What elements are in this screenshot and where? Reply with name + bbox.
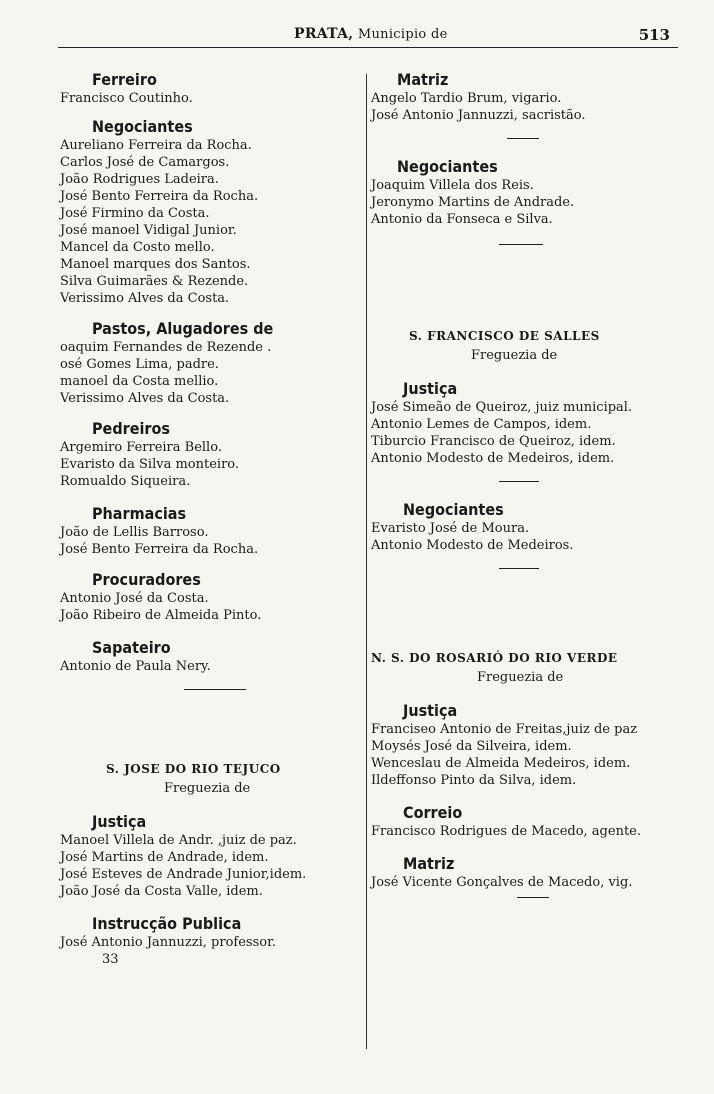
entry-line: Antonio Lemes de Campos, idem. [371,417,592,432]
entry-line: José manoel Vidigal Junior. [60,223,237,238]
locality-title: S. JOSE DO RIO TEJUCO [106,762,281,776]
section-heading: Pastos, Alugadores de [92,319,274,338]
running-title [294,26,448,42]
entry-line: Romualdo Siqueira. [60,474,191,489]
section-heading: Matriz [403,854,455,873]
left-column [60,70,360,968]
section-tejuco [60,760,360,968]
entry-line: José Vicente Gonçalves de Macedo, vig. [371,875,633,890]
freguezia-label: Freguezia de [471,348,558,363]
entry-line: Antonio da Fonseca e Silva. [371,212,553,227]
section-heading: Pharmacias [92,504,187,523]
entry-line: José Esteves de Andrade Junior,idem. [60,867,307,882]
section-pedreiros [60,419,360,490]
entry-line: José Antonio Jannuzzi, professor. [60,935,276,950]
entry-line: José Simeão de Queiroz, juiz municipal. [371,400,633,415]
entry-line: Wenceslau de Almeida Medeiros, idem. [371,756,631,771]
section-dash [499,568,539,569]
entry-line: José Bento Ferreira da Rocha. [60,189,259,204]
right-column [371,70,691,898]
entry-line: Evaristo da Silva monteiro. [60,457,240,472]
entry-line: Verissimo Alves da Costa. [60,391,230,406]
entry-line: José Firmino da Costa. [60,206,210,221]
entry-line: Antonio José da Costa. [60,591,209,606]
section-heading: Negociantes [403,500,504,519]
section-heading: Pedreiros [92,419,170,438]
entry-line: Angelo Tardio Brum, vigario. [371,91,562,106]
entry-line: Moysés José da Silveira, idem. [371,739,572,754]
entry-line: oaquim Fernandes de Rezende . [60,340,272,355]
entry-line: Antonio Modesto de Medeiros, idem. [371,451,615,466]
section-pharmacias [60,504,360,558]
section-heading: Instrucção Publica [92,914,242,933]
entry-line: osé Gomes Lima, padre. [60,357,219,372]
entry-line: José Antonio Jannuzzi, sacristão. [371,108,586,123]
entry-line: João de Lellis Barroso. [60,525,209,540]
locality-title: S. FRANCISCO DE SALLES [409,329,600,343]
running-title-rest: Municipio de [353,27,448,42]
entry-line: Franciseo Antonio de Freitas,juiz de paz [371,722,638,737]
entry-line: Manoel marques dos Santos. [60,257,251,272]
section-rosario [371,649,691,898]
entry-line: Manoel Villela de Andr. ,juiz de paz. [60,833,297,848]
entry-line: Verissimo Alves da Costa. [60,291,230,306]
section-pastos [60,319,360,407]
section-heading: Correio [403,803,463,822]
page-number: 513 [638,26,670,44]
section-heading: Justiça [403,379,458,398]
entry-line: João José da Costa Valle, idem. [60,884,263,899]
entry-line: Antonio de Paula Nery. [60,659,211,674]
entry-line: Tiburcio Francisco de Queiroz, idem. [371,434,616,449]
entry-line: Evaristo José de Moura. [371,521,530,536]
entry-line: Silva Guimarães & Rezende. [60,274,249,289]
column-divider [366,74,367,1049]
section-salles [371,327,691,569]
section-heading: Matriz [397,70,449,89]
section-heading: Ferreiro [92,70,157,89]
header-rule [58,47,678,48]
entry-line: Aureliano Ferreira da Rocha. [60,138,252,153]
entry-line: Ildeffonso Pinto da Silva, idem. [371,773,577,788]
entry-line: Jeronymo Martins de Andrade. [371,195,575,210]
locality-title: N. S. DO ROSARIÓ DO RIO VERDE [371,651,618,665]
entry-line: Argemiro Ferreira Bello. [60,440,222,455]
entry-line: Joaquim Villela dos Reis. [371,178,534,193]
section-heading: Justiça [403,701,458,720]
section-sapateiro [60,638,360,690]
section-dash [507,138,539,139]
section-ferreiro [60,70,360,107]
section-heading: Negociantes [397,157,498,176]
section-procuradores [60,570,360,624]
section-dash [184,689,246,690]
entry-line: Francisco Coutinho. [60,91,193,106]
section-heading: Procuradores [92,570,201,589]
page-header [58,24,678,46]
entry-line: Francisco Rodrigues de Macedo, agente. [371,824,641,839]
entry-line: Mancel da Costo mello. [60,240,215,255]
freguezia-label: Freguezia de [164,781,251,796]
entry-line: João Ribeiro de Almeida Pinto. [60,608,262,623]
section-negociantes-r [371,157,691,245]
freguezia-label: Freguezia de [477,670,564,685]
entry-line: Antonio Modesto de Medeiros. [371,538,574,553]
entry-line: manoel da Costa mellio. [60,374,219,389]
entry-line: José Bento Ferreira da Rocha. [60,542,259,557]
entry-line: João Rodrigues Ladeira. [60,172,219,187]
section-dash [499,481,539,482]
section-heading: Sapateiro [92,638,171,657]
entry-line: José Martins de Andrade, idem. [60,850,269,865]
section-dash [499,244,543,245]
section-heading: Negociantes [92,117,193,136]
section-heading: Justiça [92,812,147,831]
section-matriz [371,70,691,139]
section-negociantes [60,117,360,307]
signature-number: 33 [102,952,119,967]
section-dash [517,897,549,898]
entry-line: Carlos José de Camargos. [60,155,230,170]
running-title-city: PRATA, [294,26,354,42]
